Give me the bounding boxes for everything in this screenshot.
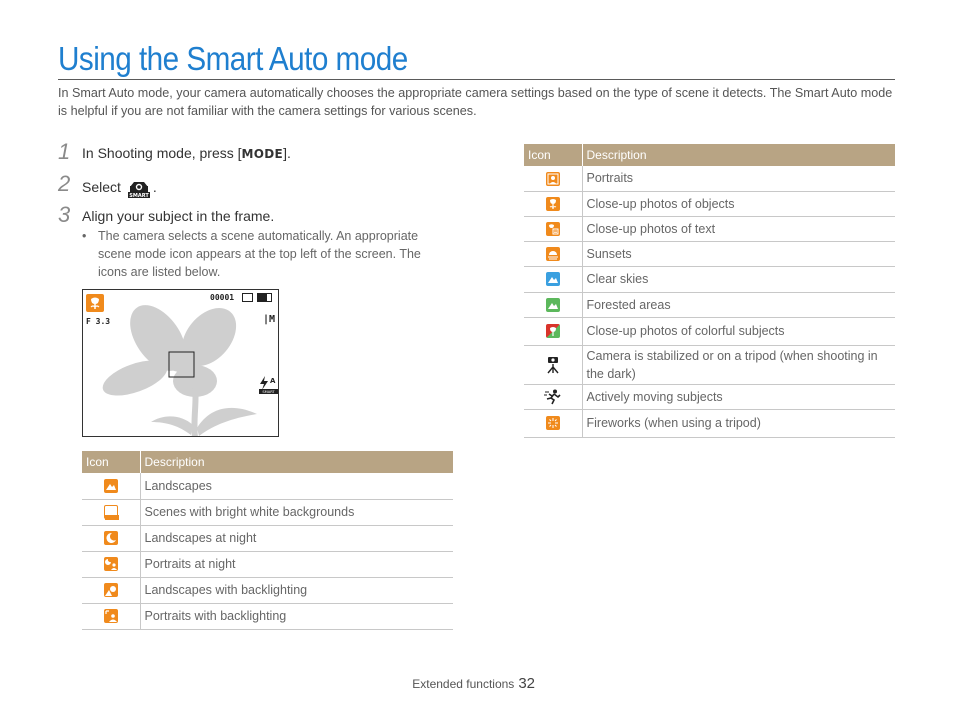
column-header-icon: Icon: [82, 451, 140, 473]
flash-icon: [258, 375, 278, 395]
table-row: [524, 345, 895, 384]
row-description: Camera is stabilized or on a tripod (when shooting in the dark): [582, 345, 895, 384]
step-number: 2: [58, 171, 71, 196]
row-description: Fireworks (when using a tripod): [582, 409, 895, 437]
portrait-icon: [546, 172, 560, 186]
mode-key-label: MODE: [241, 147, 284, 161]
aperture-readout: F 3.3: [86, 317, 111, 326]
table-row: [524, 409, 895, 437]
flower-illustration: [83, 290, 279, 437]
battery-icon: [257, 293, 272, 302]
bullet-note: • The camera selects a scene automatically. An appropriate scene mode icon appears at the top left of the screen. The icons are listed below.: [82, 229, 421, 279]
svg-text:A: A: [270, 377, 276, 385]
table-row: [524, 241, 895, 266]
scene-icon-table-right: [524, 144, 895, 438]
table-row: [524, 191, 895, 216]
night-landscape-icon: [104, 531, 118, 545]
forest-icon: [546, 298, 560, 312]
column-header-description: Description: [582, 144, 895, 166]
memory-icon: [242, 293, 253, 302]
table-row: [524, 384, 895, 409]
tripod-icon: [545, 356, 561, 374]
row-description: Portraits: [582, 166, 895, 191]
table-row: [82, 551, 453, 577]
row-description: Scenes with bright white backgrounds: [140, 499, 453, 525]
table-header-row: [524, 144, 895, 166]
scene-icon-table-left: [82, 451, 453, 630]
table-row: [524, 166, 895, 191]
title-rule: [58, 79, 895, 80]
photo-size-indicator: |M: [263, 314, 276, 325]
svg-text:SMART: SMART: [129, 193, 149, 199]
footer-section: Extended functions: [412, 677, 515, 691]
shot-counter: 00001: [210, 293, 235, 302]
row-description: Landscapes with backlighting: [140, 577, 453, 603]
step-number: 1: [58, 139, 71, 164]
table-row: [82, 603, 453, 629]
row-description: Sunsets: [582, 241, 895, 266]
table-header-row: [82, 451, 453, 473]
step-text: Align your subject in the frame.: [82, 208, 275, 224]
column-header-icon: Icon: [524, 144, 582, 166]
svg-text:SMART: SMART: [262, 390, 275, 394]
page-footer: [412, 675, 535, 692]
row-description: Portraits with backlighting: [140, 603, 453, 629]
smart-auto-icon: [125, 177, 153, 199]
night-portrait-icon: [104, 557, 118, 571]
row-description: Landscapes: [140, 473, 453, 499]
step-text: In Shooting mode, press [MODE].: [82, 145, 291, 161]
intro-paragraph: In Smart Auto mode, your camera automatically chooses the appropriate camera settings based on the type of scene it detects. The Smart Auto mode is helpful if you are not familiar with the camera settings for various scenes.: [58, 86, 893, 118]
page-title: Using the Smart Auto mode: [58, 40, 408, 77]
table-row: [82, 499, 453, 525]
step-text: Select SMART .: [82, 179, 157, 199]
table-row: [524, 266, 895, 292]
landscape-icon: [104, 479, 118, 493]
action-icon: [544, 389, 562, 405]
camera-screen-preview: [82, 289, 279, 437]
row-description: Clear skies: [582, 266, 895, 292]
row-description: Close-up photos of text: [582, 216, 895, 241]
table-row: [524, 292, 895, 317]
macro-icon: [86, 294, 104, 312]
step-number: 3: [58, 202, 71, 227]
table-row: [524, 317, 895, 345]
row-description: Forested areas: [582, 292, 895, 317]
table-row: [82, 577, 453, 603]
sunset-icon: [546, 247, 560, 261]
macro-text-icon: [546, 222, 560, 236]
row-description: Portraits at night: [140, 551, 453, 577]
table-row: [82, 473, 453, 499]
backlight-portrait-icon: [104, 609, 118, 623]
backlight-landscape-icon: [104, 583, 118, 597]
white-background-icon: [104, 505, 118, 519]
row-description: Landscapes at night: [140, 525, 453, 551]
macro-icon: [546, 197, 560, 211]
table-row: [524, 216, 895, 241]
row-description: Close-up photos of colorful subjects: [582, 317, 895, 345]
row-description: Actively moving subjects: [582, 384, 895, 409]
blue-sky-icon: [546, 272, 560, 286]
macro-color-icon: [546, 324, 560, 338]
page-number: 32: [518, 675, 535, 692]
table-row: [82, 525, 453, 551]
fireworks-icon: [546, 416, 560, 430]
row-description: Close-up photos of objects: [582, 191, 895, 216]
column-header-description: Description: [140, 451, 453, 473]
